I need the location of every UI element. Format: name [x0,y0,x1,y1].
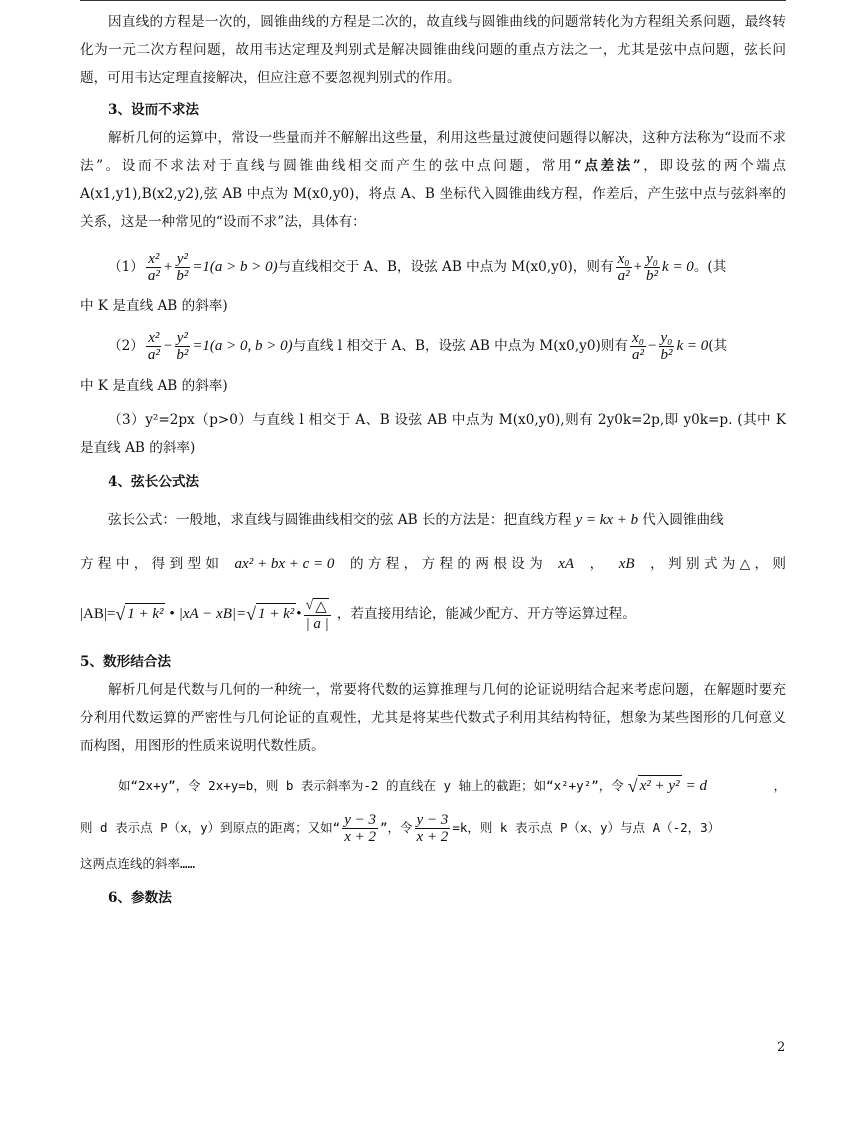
header-rule [80,0,786,1]
chord-length-line-1: 弦长公式：一般地，求直线与圆锥曲线相交的弦 AB 长的方法是：把直线方程 y = kx + b 代入圆锥曲线 [108,512,724,528]
fraction-y0-b2: $\frac{\text{y₀}}{\text{b²}}$ [646,250,659,284]
section-5-heading: 5、数形结合法 [80,654,172,670]
section-4-heading: 4、弦长公式法 [108,474,200,490]
hyperbola-item: （2） $\frac{\text{x²}}{\text{a²}}$ − $\frac{\text{y²}}{\text{b²}}$ =1(a > 0, b > 0) 与直线 l 相交于 A、B，设弦 AB 中点为 M(x0,y0)则有 $\frac{\text{x₀}}{\text{a²}}$ − $\frac{\text{y₀}}{\text{b²}}$ k = 0 (其 [108,329,728,363]
fraction-x2-a2: $\frac{\text{x²}}{\text{a²}}$ [147,250,160,284]
example-line-3: 这两点连线的斜率…… [80,856,196,871]
hyperbola-item-continued: 中 K 是直线 AB 的斜率) [80,378,228,394]
fraction-y2-b2: $\frac{\text{y²}}{\text{b²}}$ [176,250,189,284]
fraction-x0-a2: $\frac{\text{x₀}}{\text{a²}}$ [617,250,630,284]
section-3-paragraph: 解析几何的运算中，常设一些量而并不解解出这些量，利用这些量过渡使问题得以解决，这种方法称为“设而不求法”。设而不求法对于直线与圆锥曲线相交而产生的弦中点问题，常用“点差法”，即设弦的两个端点 A(x1,y1),B(x2,y2),弦 AB 中点为 M(x0,y0)，将点 A、B 坐标代入圆锥曲线方程，作差后，产生弦中点与弦斜率的关系，这是一种常见的“设而不求”法，具体有： [80,130,787,230]
section-5-paragraph: 解析几何是代数与几何的一种统一，常要将代数的运算推理与几何的论证说明结合起来考虑问题，在解题时要充分利用代数运算的严密性与几何论证的直观性，尤其是将某些代数式子利用其结构特征，想象为某些图形的几何意义而构图，用图形的性质来说明代数性质。 [80,682,786,754]
section-6-heading: 6、参数法 [108,890,172,906]
ellipse-item-continued: 中 K 是直线 AB 的斜率) [80,298,228,314]
ellipse-item: （1） $\frac{\text{x²}}{\text{a²}}$ + $\frac{\text{y²}}{\text{b²}}$ =1(a > b > 0) 与直线相交于 A、B，设弦 AB 中点为 M(x0,y0)，则有 $\frac{\text{x₀}}{\text{a²}}$ + $\frac{\text{y₀}}{\text{b²}}$ k = 0 。(其 [108,250,727,284]
sqrt-1-plus-k2: √ 1 + k² [115,604,164,624]
intro-paragraph: 因直线的方程是一次的，圆锥曲线的方程是二次的，故直线与圆锥曲线的问题常转化为方程组关系问题，最终转化为一元二次方程问题，故用韦达定理及判别式是解决圆锥曲线问题的重点方法之一，尤其是弦中点问题，弦长问题，可用韦达定理直接解决，但应注意不要忽视判别式的作用。 [80,14,786,86]
fraction-y-minus-3-over-x-plus-2: $\frac{y - 3}{x + 2}$ [344,811,376,845]
document-page [80,8,786,912]
chord-length-line-2: 方 程 中 ， 得 到 型 如 ax² + bx + c = 0 的 方 程 ， 方 程 的 两 根 设 为 xA ， xB ， 判 别 式 为 △ ， 则 [80,556,786,572]
section-3-heading: 3、设而不求法 [108,102,200,118]
parabola-item: （3）y²=2px（p>0）与直线 l 相交于 A、B 设弦 AB 中点为 M(x0,y0),则有 2y0k=2p,即 y0k=p. (其中 K 是直线 AB 的斜率) [80,412,786,456]
example-line-1: 如“2x+y”，令 2x+y=b，则 b 表示斜率为-2 的直线在 y 轴上的截距；如“x²+y²”，令 √ x² + y² = d ， [118,776,786,796]
sqrt-x2-y2: √ x² + y² [627,776,680,796]
point-difference-term: “点差法” [574,158,641,174]
example-line-2: 则 d 表示点 P（x，y）到原点的距离；又如“ $\frac{y - 3}{x + 2}$ ”，令 $\frac{y - 3}{x + 2}$ =k，则 k 表示点 P（x、y）与点 A（-2，3） [80,811,721,845]
fraction-sqrt-delta-over-abs-a: √ △ | a | [305,597,329,632]
chord-length-formula: |AB|= √ 1 + k² • |xA − xB|= √ 1 + k² • √ △ | a | ，若直接用结论，能减少配方、开方等运算过程。 [80,597,636,632]
page-number: 2 [777,1040,786,1055]
